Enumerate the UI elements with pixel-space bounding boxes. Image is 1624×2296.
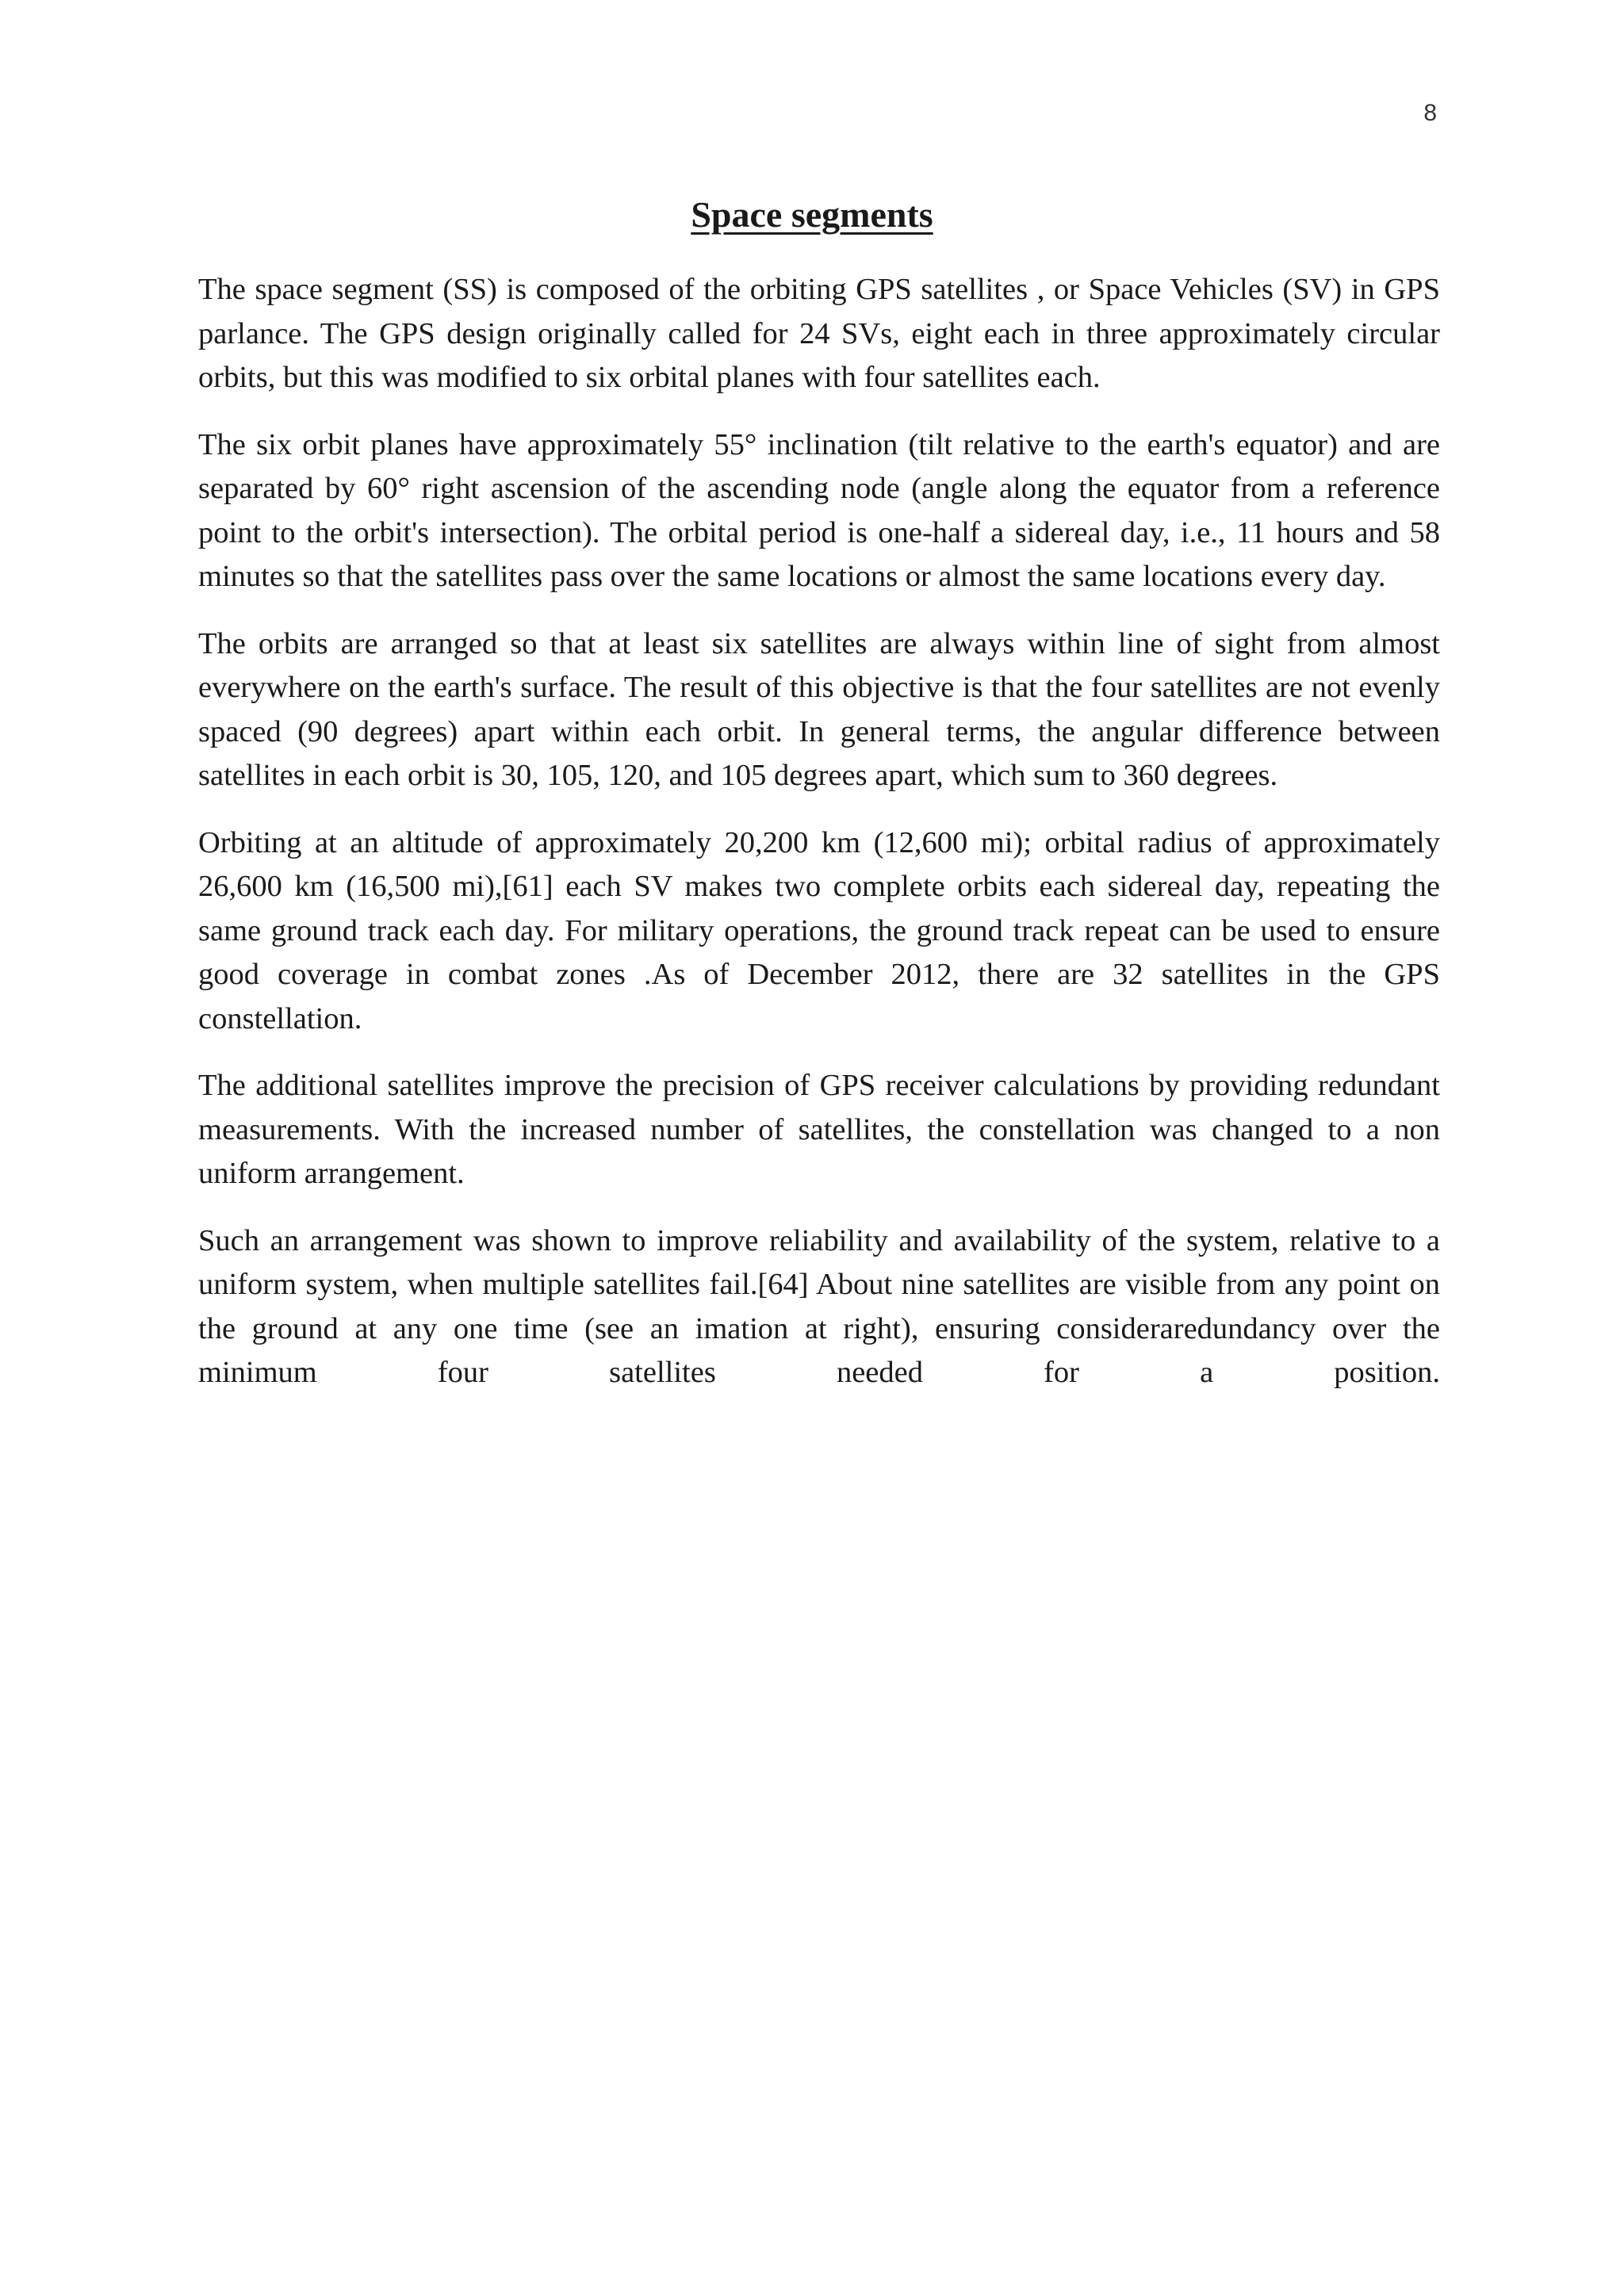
paragraph-3: The orbits are arranged so that at least six satellites are always within line of sight from almost everywhere on the earth's surface. The result of this objective is that the four satellites are not evenly spaced (90 degrees) apart within each orbit. In general terms, the angular difference between satellites in each orbit is 30, 105, 120, and 105 degrees apart, which sum to 360 degrees.	[198, 626, 1440, 792]
paragraph-5: The additional satellites improve the precision of GPS receiver calculations by providing redundant measurements. With the increased number of satellites, the constellation was changed to a non uniform arrangement.	[198, 1069, 1440, 1190]
paragraph-1: The space segment (SS) is composed of the orbiting GPS satellites , or Space Vehicles (SV) in GPS parlance. The GPS design originally called for 24 SVs, eight each in three approximately circular orbits, but this was modified to six orbital planes with four satellites each.	[198, 273, 1440, 394]
body-text	[198, 268, 1440, 1418]
paragraph-6: Such an arrangement was shown to improve reliability and availability of the system, relative to a uniform system, when multiple satellites fail.[64] About nine satellites are visible from any point on the ground at any one time (see an imation at right), ensuring consideraredundancy over the minimum four satellites needed for a position.	[198, 1223, 1440, 1389]
page-title: Space segments	[691, 194, 933, 235]
page-number: 8	[1423, 100, 1437, 126]
paragraph-2: The six orbit planes have approximately 55° inclination (tilt relative to the earth's equator) and are separated by 60° right ascension of the ascending node (angle along the equator from a reference point to the orbit's intersection). The orbital period is one-half a sidereal day, i.e., 11 hours and 58 minutes so that the satellites pass over the same locations or almost the same locations every day.	[198, 427, 1440, 593]
paragraph-4: Orbiting at an altitude of approximately 20,200 km (12,600 mi); orbital radius of approximately 26,600 km (16,500 mi),[61] each SV makes two complete orbits each sidereal day, repeating the same ground track each day. For military operations, the ground track repeat can be used to ensure good coverage in combat zones .As of December 2012, there are 32 satellites in the GPS constellation.	[198, 825, 1440, 1035]
